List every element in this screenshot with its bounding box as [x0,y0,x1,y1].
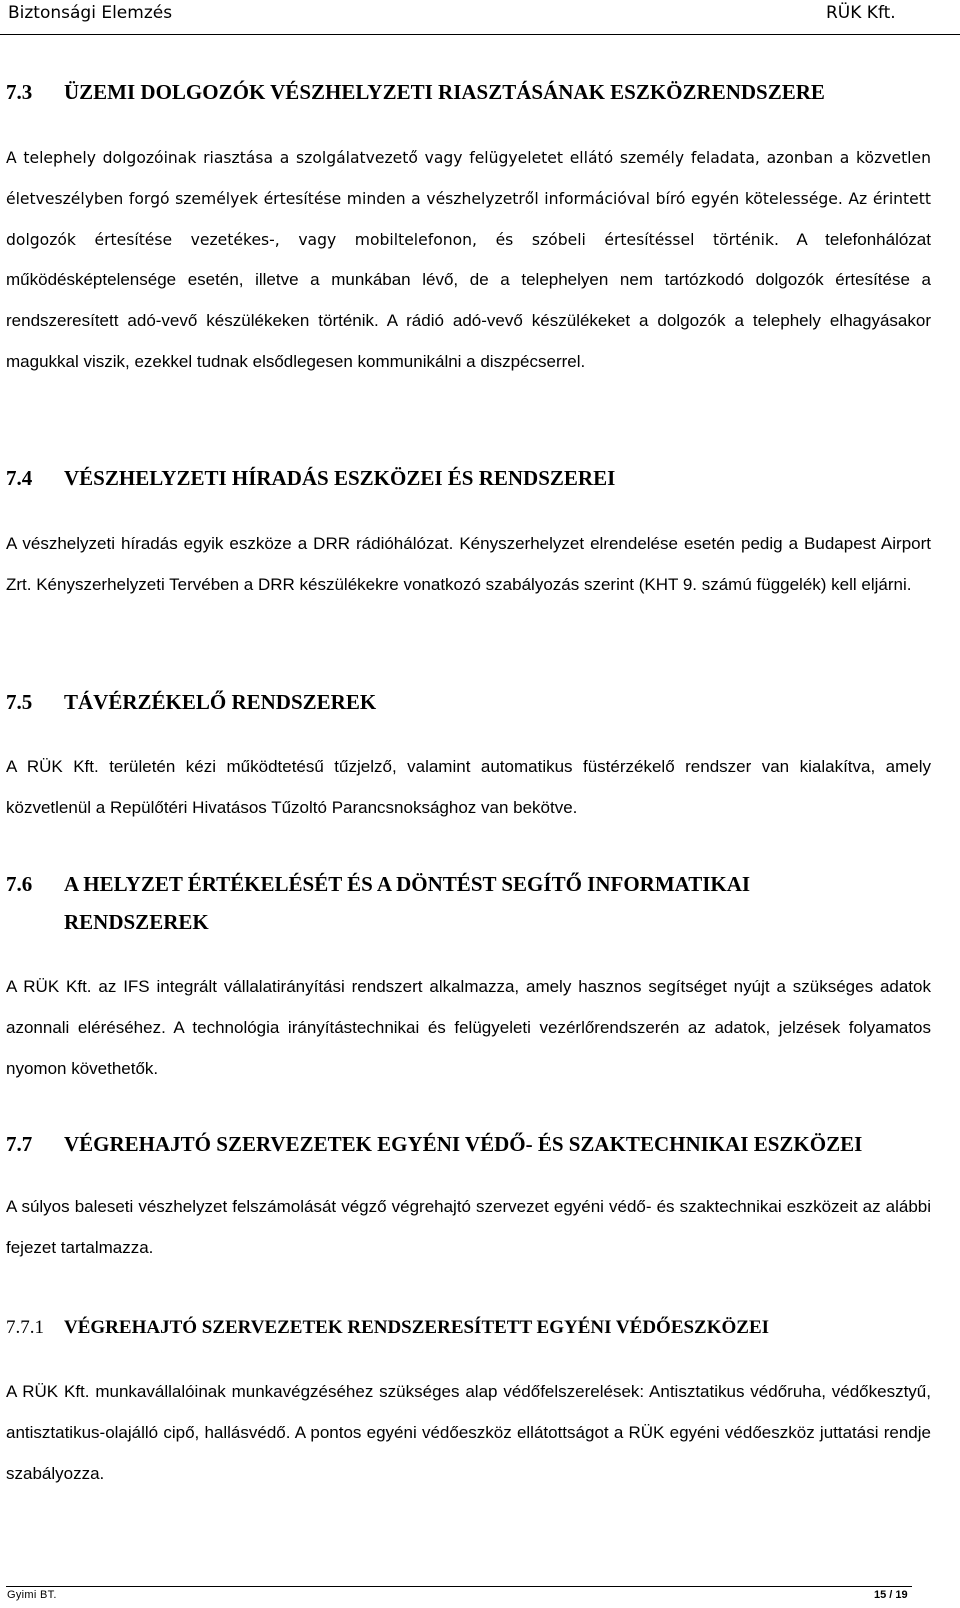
section-heading-7-4 [6,466,615,491]
section-number: 7.3 [6,80,33,104]
section-paragraph-7-5: A RÜK Kft. területén kézi működtetésű tűzjelző, valamint automatikus füstérzékelő rendszer van kialakítva, amely közvetlenül a Repülőtéri Hivatásos Tűzoltó Parancsnoksághoz van bekötve. [6,757,931,817]
section-paragraph-7-3 [6,138,931,383]
footer-divider [6,1586,912,1587]
section-number: 7.7 [6,1132,33,1156]
section-title: ÜZEMI DOLGOZÓK VÉSZHELYZETI RIASZTÁSÁNAK ESZKÖZRENDSZERE [64,80,825,104]
header-title: Biztonsági Elemzés [8,3,173,23]
section-title-continuation: RENDSZEREK [64,910,209,934]
section-heading-7-6 [6,872,750,897]
section-title: VÉSZHELYZETI HÍRADÁS ESZKÖZEI ÉS RENDSZEREI [64,466,616,490]
footer-company: Gyimi BT. [7,1589,57,1601]
section-heading-7-3 [6,80,825,105]
page-header [0,0,960,40]
section-title: VÉGREHAJTÓ SZERVEZETEK EGYÉNI VÉDŐ- ÉS SZAKTECHNIKAI ESZKÖZEI [64,1132,863,1156]
section-paragraph-7-6: A RÜK Kft. az IFS integrált vállalatirányítási rendszert alkalmazza, amely hasznos segítséget nyújt a szükséges adatok azonnali eléréséhez. A technológia irányítástechnikai és felügyeleti vezérlőrendszerén az adatok, jelzések folyamatos nyomon követhetők. [6,977,931,1078]
section-paragraph-7-7-1: A RÜK Kft. munkavállalóinak munkavégzéséhez szükséges alap védőfelszerelések: Antisztatikus védőruha, védőkesztyű, antisztatikus-olajálló cipő, hallásvédő. A pontos egyéni védőeszköz ellátottságot a RÜK egyéni védőeszköz juttatási rendje szabályozza. [6,1382,931,1483]
section-heading-7-5 [6,690,376,715]
section-paragraph-7-4: A vészhelyzeti híradás egyik eszköze a DRR rádióhálózat. Kényszerhelyzet elrendelése esetén pedig a Budapest Airport Zrt. Kényszerhelyzeti Tervében a DRR készülékekre vonatkozó szabályozás szerint (KHT 9. számú függelék) kell eljárni. [6,534,931,594]
section-paragraph-7-7: A súlyos baleseti vészhelyzet felszámolását végző végrehajtó szervezet egyéni védő- és szaktechnikai eszközeit az alábbi fejezet tartalmazza. [6,1197,931,1257]
page-number: 15 / 19 [874,1589,908,1601]
section-number: 7.7.1 [6,1317,44,1338]
paragraph-text-part2: A telefonhálózat működésképtelensége esetén, illetve a munkában lévő, de a telephelyen nem tartózkodó dolgozók értesítése a rendszeresített adó-vevő készülékeken történik. A rádió adó-vevő készülékeket a dolgozók a telephely elhagyásakor magukkal viszik, ezekkel tudnak elsődlegesen kommunikálni a diszpécserrel. [6,229,931,371]
section-number: 7.4 [6,466,33,490]
header-company: RÜK Kft. [826,3,896,23]
header-divider [0,34,960,35]
section-heading-7-7 [6,1132,862,1157]
section-title: TÁVÉRZÉKELŐ RENDSZEREK [64,690,377,714]
paragraph-text-part1: A telephely dolgozóinak riasztása a szolgálatvezető vagy felügyeletet ellátó személy feladata, azonban a közvetlen életveszélyben forgó személyek értesítése minden a vészhelyzetről információval bíró egyén kötelessége. Az érintett dolgozók értesítése vezetékes-, vagy mobiltelefonon, és szóbeli értesítéssel történik. [6,149,931,249]
section-title: A HELYZET ÉRTÉKELÉSÉT ÉS A DÖNTÉST SEGÍTŐ INFORMATIKAI [64,872,751,896]
section-number: 7.6 [6,872,33,896]
section-number: 7.5 [6,690,33,714]
subsection-heading-7-7-1 [6,1317,769,1339]
section-title: VÉGREHAJTÓ SZERVEZETEK RENDSZERESÍTETT EGYÉNI VÉDŐESZKÖZEI [64,1317,770,1338]
